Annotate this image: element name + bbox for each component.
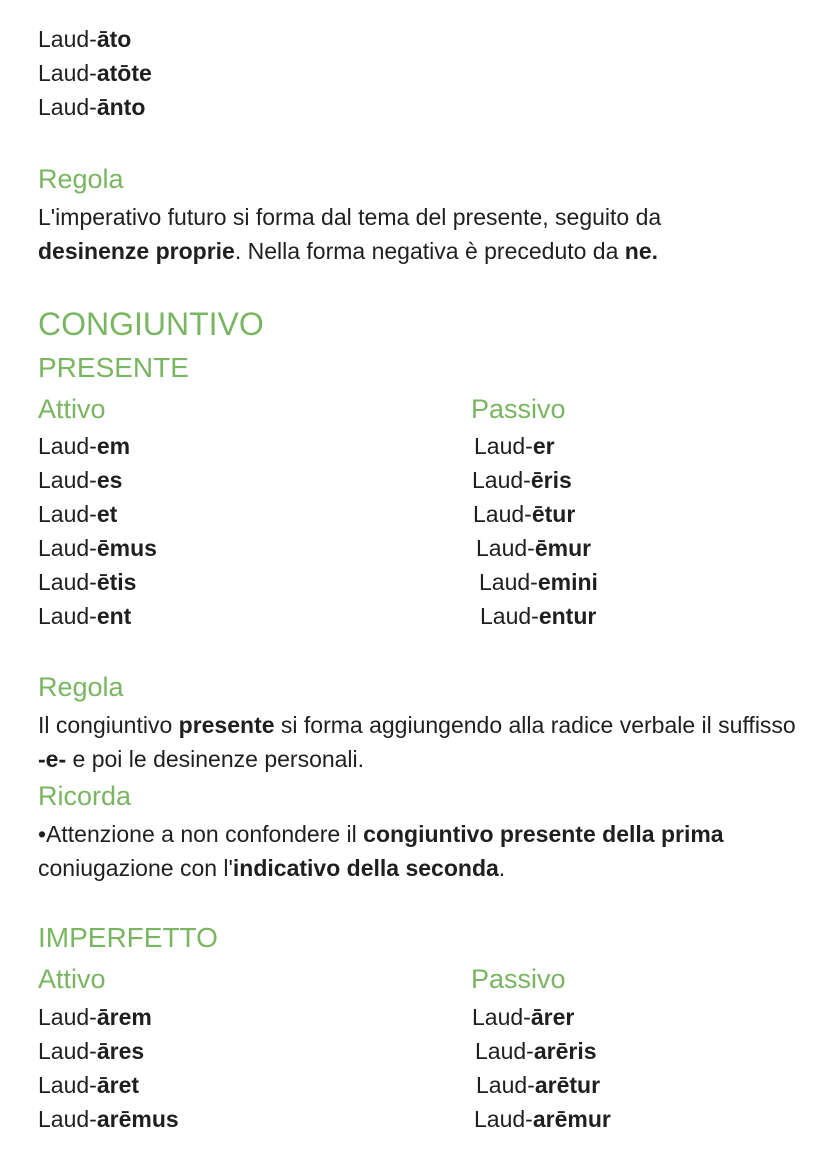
active-form: Laud-ēmus — [38, 535, 157, 561]
passive-form: Laud-entur — [480, 603, 597, 629]
passive-label: Passivo — [471, 394, 566, 424]
passive-form: Laud-ēmur — [476, 535, 592, 561]
active-form: Laud-ārem — [38, 1004, 152, 1030]
remember-paragraph: •Attenzione a non confondere il congiuntivo presente della prima coniugazione con l'indicativo della seconda. — [38, 821, 724, 881]
rule-heading: Regola — [38, 672, 124, 702]
rule-heading: Regola — [38, 164, 124, 194]
active-form: Laud-āres — [38, 1038, 145, 1064]
active-form: Laud-es — [38, 467, 123, 493]
passive-form: Laud-ārer — [472, 1004, 575, 1030]
active-form: Laud-ent — [38, 603, 132, 629]
form-line: Laud-ānto — [38, 94, 146, 120]
subsection-title: PRESENTE — [38, 352, 189, 383]
remember-heading: Ricorda — [38, 781, 132, 811]
passive-label: Passivo — [471, 964, 566, 994]
active-form: Laud-āret — [38, 1072, 140, 1098]
active-label: Attivo — [38, 964, 106, 994]
passive-form: Laud-arēmur — [474, 1106, 611, 1132]
active-form: Laud-arēmus — [38, 1106, 179, 1132]
active-form: Laud-et — [38, 501, 118, 527]
passive-form: Laud-arēris — [475, 1038, 597, 1064]
passive-form: Laud-emini — [479, 569, 598, 595]
active-label: Attivo — [38, 394, 106, 424]
active-form: Laud-em — [38, 433, 131, 459]
passive-form: Laud-arētur — [476, 1072, 601, 1098]
form-line: Laud-āto — [38, 26, 132, 52]
passive-form: Laud-er — [474, 433, 555, 459]
passive-form: Laud-ēris — [472, 467, 572, 493]
section-title: CONGIUNTIVO — [38, 306, 264, 342]
active-form: Laud-ētis — [38, 569, 137, 595]
rule-paragraph: L'imperativo futuro si forma dal tema del presente, seguito da desinenze proprie. Nella forma negativa è preceduto da ne. — [38, 204, 662, 264]
form-line: Laud-atōte — [38, 60, 152, 86]
rule-paragraph: Il congiuntivo presente si forma aggiungendo alla radice verbale il suffisso -e- e poi le desinenze personali. — [38, 712, 796, 772]
passive-form: Laud-ētur — [473, 501, 576, 527]
subsection-title: IMPERFETTO — [38, 922, 218, 953]
